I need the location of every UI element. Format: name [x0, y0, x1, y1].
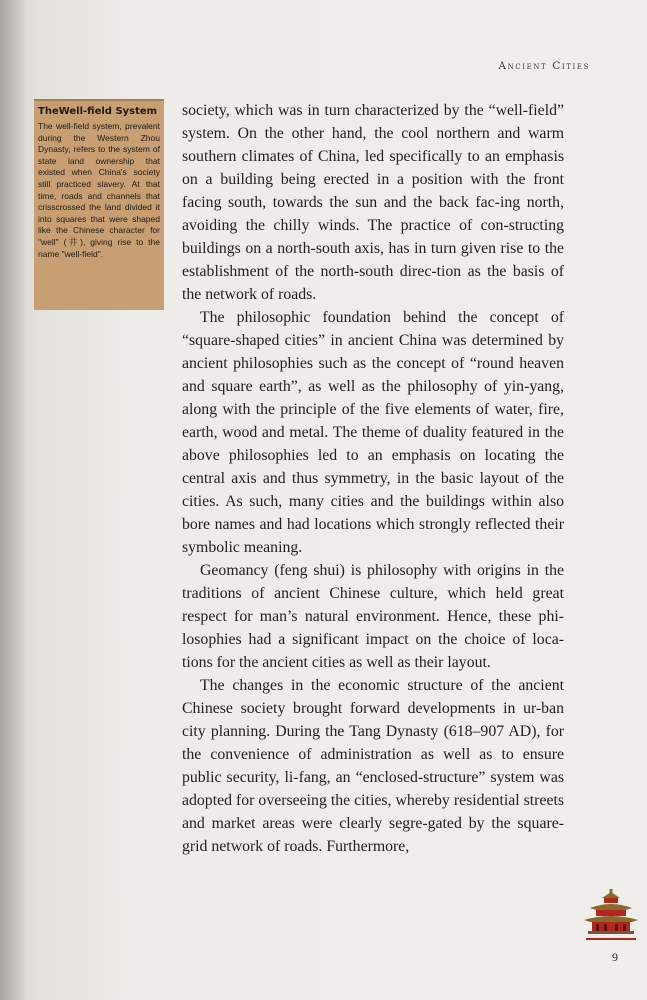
sidebar-title: TheWell-field System	[38, 106, 158, 117]
chinese-pavilion-icon	[582, 888, 640, 944]
gutter-shadow	[0, 0, 26, 1000]
paragraph: society, which was in turn characterized by the “well-field” system. On the other hand, the cool northern and warm southern climates of China, led specifically to an emphasis on a building being erected in a position with the front facing south, towards the sun and the back fac-ing north, avoiding the chilly winds. The practice of con-structing buildings on a north-south axis, has in turn given rise to the establishment of the north-south direc-tion as the basis of the network of roads.	[182, 102, 564, 303]
main-text	[182, 99, 564, 858]
running-head: Ancient Cities	[498, 60, 590, 72]
sidebar-body: The well-field system, prevalent during the Western Zhou Dynasty, refers to the system of state land ownership that existed when China's society still practiced slavery. At that time, roads and channels that crisscrossed the land divided it into squares that were shaped like the Chinese character for "well" (井), giving rise to the name "well-field".	[38, 121, 160, 259]
page-number: 9	[612, 950, 618, 964]
paragraph: The philosophic foundation behind the concept of “square-shaped cities” in ancient China was determined by ancient philosophies such as the concept of “round heaven and square earth”, as well as the philosophy of yin-yang, along with the principle of the five elements of water, fire, earth, wood and metal. The theme of duality featured in the above philosophies led to an emphasis on locating the central axis and thus symmetry, in the basic layout of the cities. As such, many cities and the buildings within also bore names and had locations which strongly reflected their symbolic meaning.	[182, 309, 564, 556]
sidebar-box	[34, 99, 164, 310]
paragraph: Geomancy (feng shui) is philosophy with origins in the traditions of ancient Chinese culture, which held great respect for man’s natural environment. Hence, these phi-losophies had a significant impact on the choice of loca-tions for the ancient cities as well as their layout.	[182, 562, 564, 671]
paragraph: The changes in the economic structure of the ancient Chinese society brought forward developments in ur-ban city planning. During the Tang Dynasty (618–907 AD), for the convenience of administration as well as to ensure public security, li-fang, an “enclosed-structure” system was adopted for overseeing the cities, whereby residential streets and market areas were clearly segre-gated by the square-grid network of roads. Furthermore,	[182, 677, 564, 855]
